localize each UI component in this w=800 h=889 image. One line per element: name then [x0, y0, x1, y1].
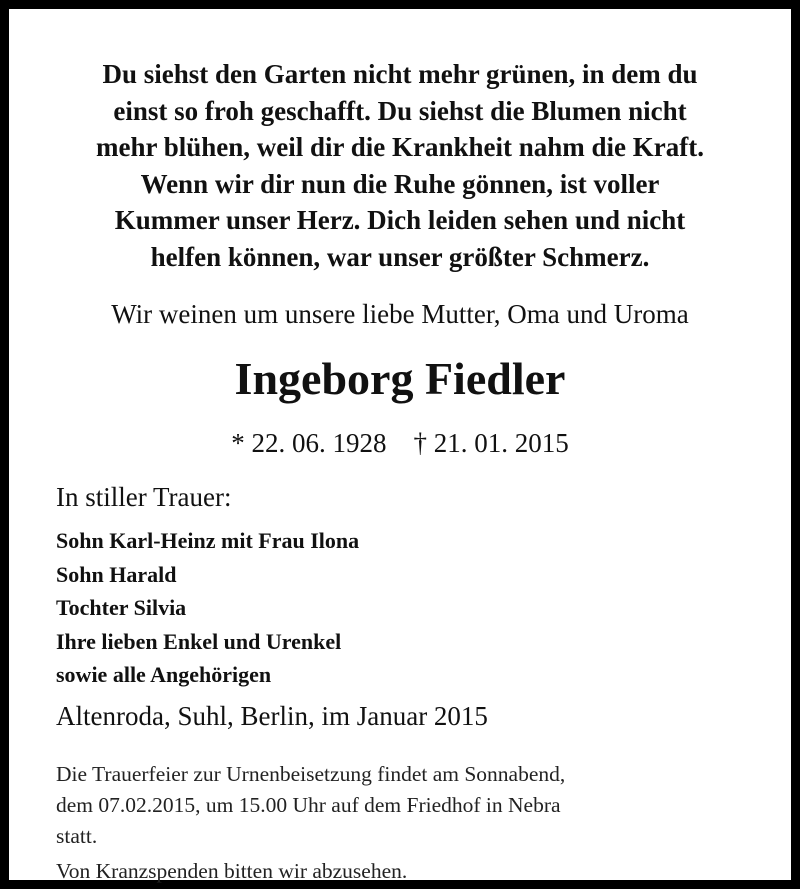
mourner-entry: sowie alle Angehörigen	[56, 662, 272, 687]
funeral-info	[56, 759, 756, 852]
place-and-date: Altenroda, Suhl, Berlin, im Januar 2015	[56, 701, 488, 731]
poem-line: Du siehst den Garten nicht mehr grünen, in dem du	[102, 59, 698, 89]
life-dates: * 22. 06. 1928 † 21. 01. 2015	[231, 428, 569, 458]
mourner-entry: Sohn Harald	[56, 561, 177, 587]
poem-line: mehr blühen, weil dir die Krankheit nahm die Kraft.	[95, 132, 705, 162]
mourner-entry: Tochter Silvia	[56, 595, 187, 620]
funeral-line: Die Trauerfeier zur Urnenbeisetzung findet am Sonnabend,	[56, 762, 566, 786]
intro-text: Wir weinen um unsere liebe Mutter, Oma und Uroma	[111, 299, 689, 329]
memorial-poem	[29, 56, 771, 275]
poem-line: Kummer unser Herz. Dich leiden sehen und nicht	[114, 205, 686, 235]
mourner-entry: Ihre lieben Enkel und Urenkel	[56, 628, 342, 654]
funeral-line: dem 07.02.2015, um 15.00 Uhr auf dem Friedhof in Nebra	[56, 793, 561, 817]
deceased-name: Ingeborg Fiedler	[234, 353, 566, 404]
mourning-label: In stiller Trauer:	[56, 482, 232, 512]
funeral-line: statt.	[56, 824, 98, 848]
poem-line: helfen können, war unser größter Schmerz.	[150, 241, 650, 272]
poem-line: Wenn wir dir nun die Ruhe gönnen, ist voller	[140, 168, 660, 199]
mourners-list	[56, 524, 359, 692]
mourner-entry: Sohn Karl-Heinz mit Frau Ilona	[56, 528, 360, 553]
wreath-note: Von Kranzspenden bitten wir abzusehen.	[56, 859, 408, 883]
poem-line: einst so froh geschafft. Du siehst die Blumen nicht	[113, 95, 687, 126]
